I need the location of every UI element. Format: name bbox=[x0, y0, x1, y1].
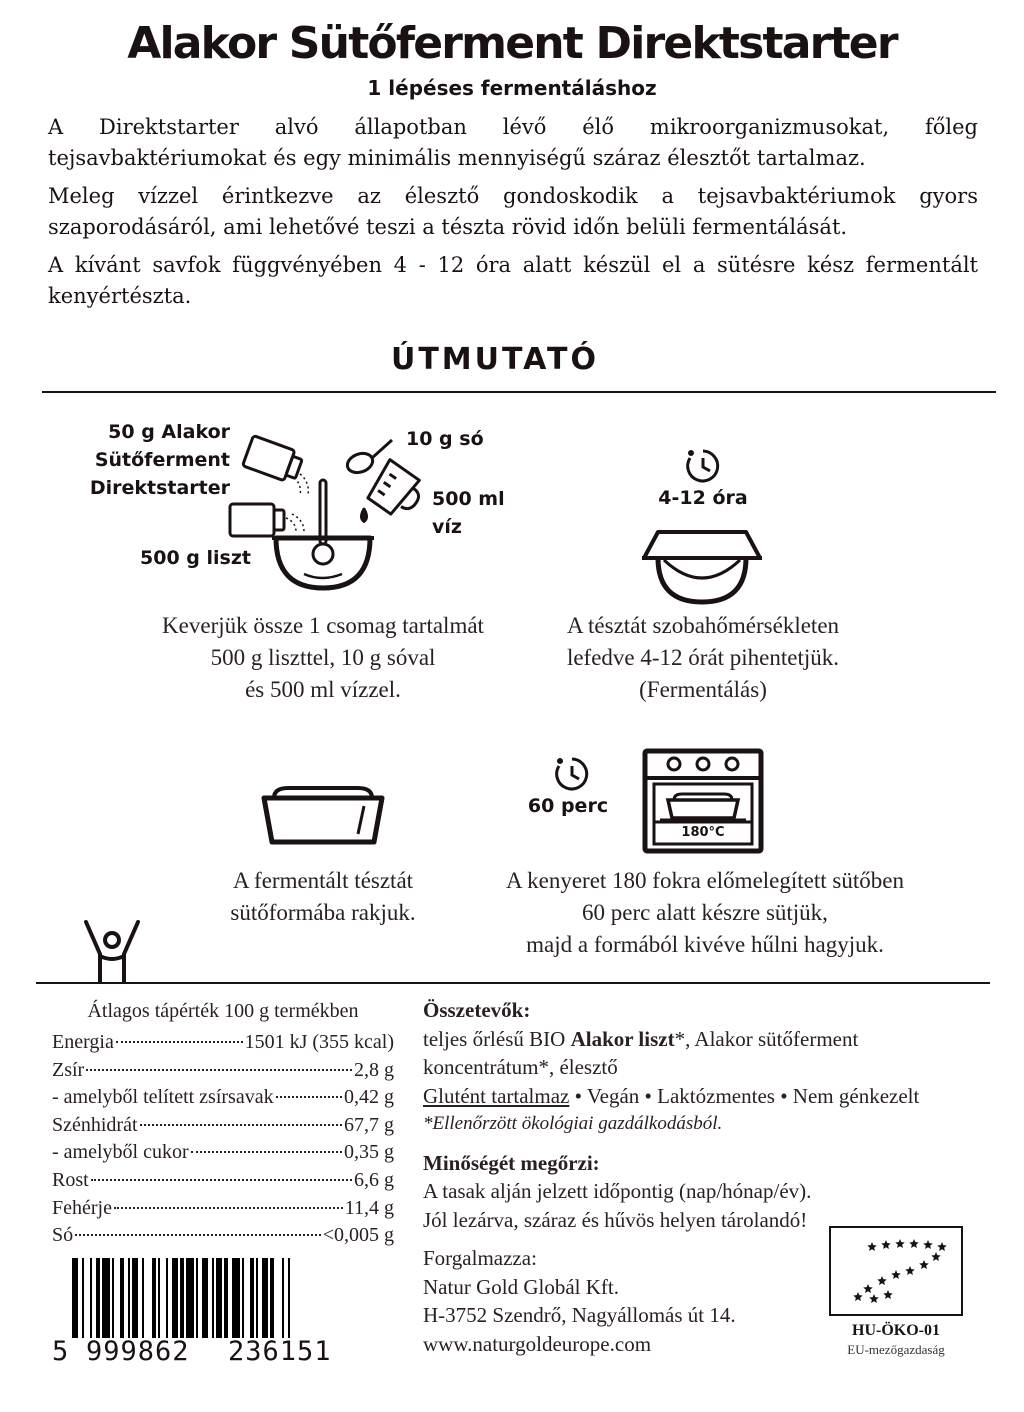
ingredients-heading: Összetevők: bbox=[423, 998, 531, 1022]
measuring-jug-icon bbox=[365, 460, 428, 523]
barcode-bar bbox=[232, 1258, 240, 1338]
intro-paragraph-3: A kívánt savfok függvényében 4 - 12 óra alatt készül el a sütésre kész fermentált kenyértészta. bbox=[48, 253, 978, 308]
starter-packets-icon bbox=[230, 436, 304, 536]
ingredients-line-1: teljes őrlésű BIO Alakor liszt*, Alakor sütőferment bbox=[423, 1026, 859, 1051]
intro-paragraph-2: Meleg vízzel érintkezve az élesztő gondoskodik a tejsavbaktériumok gyors szaporodásáról, ami lehetővé teszi a tészta rövid időn belüli fermentálását. bbox=[48, 184, 978, 239]
eu-organic-origin: EU-mezőgazdaság bbox=[847, 1342, 945, 1357]
barcode-bar bbox=[96, 1258, 100, 1338]
storage-line-1: A tasak alján jelzett időpontig (nap/hónap/év). bbox=[423, 1179, 812, 1203]
barcode-group-2: 236151 bbox=[228, 1336, 332, 1367]
barcode-first-digit: 5 bbox=[52, 1336, 70, 1367]
step1-caption: Keverjük össze 1 csomag tartalmát 500 g liszttel, 10 g sóval és 500 ml vízzel. bbox=[162, 613, 484, 702]
barcode-bar bbox=[270, 1258, 274, 1338]
intro-text bbox=[48, 112, 978, 319]
loaf-tin-icon bbox=[260, 784, 386, 846]
nutrition-row: - amelyből cukor 0,35 g bbox=[52, 1141, 394, 1164]
barcode-bar bbox=[196, 1258, 198, 1338]
page-title: Alakor Sütőferment Direktstarter bbox=[127, 18, 897, 69]
step4-caption: A kenyeret 180 fokra előmelegített sütőben 60 perc alatt készre sütjük, majd a formából kivéve hűlni hagyjuk. bbox=[506, 868, 904, 957]
barcode-bar bbox=[288, 1258, 290, 1338]
guide-bottom-rule bbox=[36, 982, 990, 984]
timer-icon bbox=[552, 754, 592, 794]
barcode-bar bbox=[216, 1258, 222, 1338]
guide-title: ÚTMUTATÓ bbox=[390, 342, 600, 377]
mixing-bowl-icon bbox=[272, 480, 374, 588]
distributor-address: H-3752 Szendrő, Nagyállomás út 14. bbox=[423, 1303, 736, 1327]
barcode-bar bbox=[242, 1258, 244, 1338]
storage-line-2: Jól lezárva, száraz és hűvös helyen tárolandó! bbox=[423, 1207, 808, 1232]
barcode bbox=[72, 1258, 362, 1338]
barcode-bar bbox=[172, 1258, 178, 1338]
step2-time-label: 4-12 óra bbox=[658, 487, 748, 509]
step1-salt-label: 10 g só bbox=[406, 428, 484, 450]
page-subtitle: 1 lépéses fermentáláshoz bbox=[367, 76, 657, 100]
barcode-bar bbox=[102, 1258, 110, 1338]
oven-temp-label: 180°C bbox=[681, 825, 725, 840]
barcode-bar bbox=[212, 1258, 214, 1338]
gluten-warning: Glutént tartalmaz bbox=[423, 1083, 570, 1108]
mixing-illustration bbox=[220, 430, 440, 600]
barcode-bar bbox=[82, 1258, 84, 1338]
barcode-bar bbox=[72, 1258, 78, 1338]
barcode-bar bbox=[166, 1258, 168, 1338]
eu-organic-leaf-icon bbox=[828, 1225, 964, 1317]
covered-bowl-icon bbox=[636, 524, 768, 606]
barcode-bar bbox=[180, 1258, 184, 1338]
step2-caption: A tésztát szobahőmérsékleten lefedve 4-12 órát pihentetjük. (Fermentálás) bbox=[566, 613, 840, 702]
step1-flour-label: 500 g liszt bbox=[140, 547, 251, 569]
distributor-label: Forgalmazza: bbox=[423, 1246, 537, 1270]
barcode-bar bbox=[152, 1258, 156, 1338]
barcode-bar bbox=[142, 1258, 144, 1338]
barcode-bar bbox=[186, 1258, 194, 1338]
barcode-bar bbox=[132, 1258, 138, 1338]
nutrition-row: Energia 1501 kJ (355 kcal) bbox=[52, 1031, 394, 1053]
storage-heading: Minőségét megőrzi: bbox=[423, 1150, 600, 1175]
allergen-line: Glutént tartalmaz • Vegán • Laktózmentes • Nem génkezelt bbox=[423, 1083, 920, 1108]
barcode-bar bbox=[120, 1258, 124, 1338]
barcode-bar bbox=[250, 1258, 254, 1338]
nutrition-row: Szénhidrát 67,7 g bbox=[52, 1113, 394, 1136]
nutrition-row: Só <0,005 g bbox=[52, 1224, 394, 1247]
nutrition-table bbox=[52, 1000, 394, 1252]
barcode-bar bbox=[158, 1258, 160, 1338]
step1-starter-label: 50 g Alakor Sütőferment Direktstarter bbox=[89, 421, 230, 499]
distributor-name: Natur Gold Globál Kft. bbox=[423, 1274, 619, 1299]
barcode-bar bbox=[224, 1258, 228, 1338]
nutrition-row: - amelyből telített zsírsavak 0,42 g bbox=[52, 1086, 394, 1109]
nutrition-heading: Átlagos tápérték 100 g termékben bbox=[87, 1000, 359, 1022]
barcode-group-1: 999862 bbox=[86, 1336, 190, 1367]
timer-icon bbox=[683, 446, 723, 486]
person-icon bbox=[80, 916, 144, 984]
organic-note: *Ellenőrzött ökológiai gazdálkodásból. bbox=[423, 1113, 723, 1134]
barcode-bar bbox=[128, 1258, 130, 1338]
step1-water-label: 500 ml víz bbox=[432, 488, 505, 538]
barcode-bar bbox=[282, 1258, 284, 1338]
intro-paragraph-1: A Direktstarter alvó állapotban lévő élő mikroorganizmusokat, főleg tejsavbaktériumokat és egy minimális mennyiségű száraz élesztőt tartalmaz. bbox=[48, 115, 978, 170]
barcode-bar bbox=[90, 1258, 92, 1338]
barcode-bar bbox=[112, 1258, 114, 1338]
nutrition-row: Rost 6,6 g bbox=[52, 1168, 394, 1191]
distributor-website: www.naturgoldeurope.com bbox=[423, 1331, 652, 1356]
step4-time-label: 60 perc bbox=[527, 795, 609, 817]
nutrition-row: Fehérje 11,4 g bbox=[52, 1196, 394, 1219]
nutrition-row: Zsír 2,8 g bbox=[52, 1058, 394, 1081]
step3-caption: A fermentált tésztát sütőformába rakjuk. bbox=[230, 868, 416, 925]
eu-organic-code: HU-ÖKO-01 bbox=[852, 1322, 940, 1339]
ingredients-line-2: koncentrátum*, élesztő bbox=[423, 1055, 618, 1079]
guide-top-rule bbox=[42, 391, 996, 393]
barcode-bar bbox=[262, 1258, 268, 1338]
barcode-bar bbox=[202, 1258, 208, 1338]
barcode-bar bbox=[256, 1258, 258, 1338]
